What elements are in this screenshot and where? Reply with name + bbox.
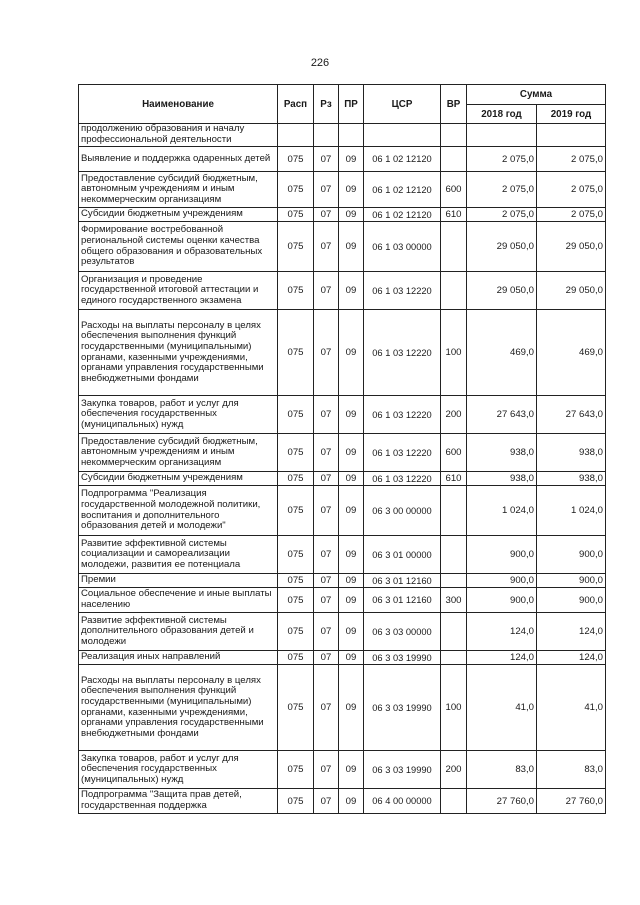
row-rasp: 075 bbox=[278, 222, 314, 272]
row-pr: 09 bbox=[339, 472, 364, 486]
row-name: Закупка товаров, работ и услуг для обеспечения государственных (муниципальных) нужд bbox=[79, 396, 278, 434]
row-rz: 07 bbox=[314, 272, 339, 310]
header-2018: 2018 год bbox=[467, 105, 537, 124]
row-2019 bbox=[537, 124, 606, 147]
row-rasp: 075 bbox=[278, 613, 314, 651]
row-pr: 09 bbox=[339, 208, 364, 222]
row-csr: 06 3 00 00000 bbox=[364, 486, 441, 536]
row-2019: 2 075,0 bbox=[537, 147, 606, 172]
row-pr: 09 bbox=[339, 396, 364, 434]
header-vr: ВР bbox=[441, 85, 467, 124]
row-2018: 2 075,0 bbox=[467, 147, 537, 172]
row-csr: 06 1 02 12120 bbox=[364, 147, 441, 172]
row-name: Закупка товаров, работ и услуг для обеспечения государственных (муниципальных) нужд bbox=[79, 751, 278, 789]
row-rz: 07 bbox=[314, 751, 339, 789]
row-rasp: 075 bbox=[278, 651, 314, 665]
row-csr: 06 1 03 00000 bbox=[364, 222, 441, 272]
row-csr: 06 3 03 19990 bbox=[364, 651, 441, 665]
row-rasp: 075 bbox=[278, 574, 314, 588]
table-row bbox=[79, 665, 606, 751]
row-2018: 29 050,0 bbox=[467, 272, 537, 310]
table-row bbox=[79, 222, 606, 272]
table-row bbox=[79, 613, 606, 651]
row-csr: 06 1 03 12220 bbox=[364, 272, 441, 310]
row-2018: 469,0 bbox=[467, 310, 537, 396]
row-rasp: 075 bbox=[278, 396, 314, 434]
row-2018: 83,0 bbox=[467, 751, 537, 789]
table-row bbox=[79, 434, 606, 472]
row-rz: 07 bbox=[314, 172, 339, 208]
row-rz: 07 bbox=[314, 486, 339, 536]
row-rasp: 075 bbox=[278, 208, 314, 222]
row-2018: 938,0 bbox=[467, 472, 537, 486]
row-2019: 938,0 bbox=[537, 434, 606, 472]
row-name: Подпрограмма "Защита прав детей, государственная поддержка bbox=[79, 789, 278, 814]
row-2019: 900,0 bbox=[537, 536, 606, 574]
row-2018: 124,0 bbox=[467, 651, 537, 665]
row-rz: 07 bbox=[314, 613, 339, 651]
row-pr bbox=[339, 124, 364, 147]
row-csr: 06 1 03 12220 bbox=[364, 434, 441, 472]
row-csr: 06 3 01 12160 bbox=[364, 588, 441, 613]
row-2019: 900,0 bbox=[537, 588, 606, 613]
row-rasp bbox=[278, 124, 314, 147]
row-rasp: 075 bbox=[278, 147, 314, 172]
table-row bbox=[79, 272, 606, 310]
row-csr: 06 3 03 19990 bbox=[364, 751, 441, 789]
row-rz: 07 bbox=[314, 222, 339, 272]
row-rasp: 075 bbox=[278, 486, 314, 536]
row-csr: 06 1 03 12220 bbox=[364, 310, 441, 396]
row-csr: 06 4 00 00000 bbox=[364, 789, 441, 814]
row-name: Социальное обеспечение и иные выплаты населению bbox=[79, 588, 278, 613]
row-rz: 07 bbox=[314, 208, 339, 222]
table-row bbox=[79, 536, 606, 574]
row-2019: 2 075,0 bbox=[537, 172, 606, 208]
row-csr: 06 3 03 00000 bbox=[364, 613, 441, 651]
row-rasp: 075 bbox=[278, 434, 314, 472]
row-2018: 1 024,0 bbox=[467, 486, 537, 536]
row-rz: 07 bbox=[314, 434, 339, 472]
row-vr bbox=[441, 222, 467, 272]
row-rz: 07 bbox=[314, 396, 339, 434]
row-csr: 06 1 02 12120 bbox=[364, 172, 441, 208]
row-2018: 938,0 bbox=[467, 434, 537, 472]
budget-table bbox=[78, 84, 606, 814]
row-2018 bbox=[467, 124, 537, 147]
row-name: Выявление и поддержка одаренных детей bbox=[79, 147, 278, 172]
header-rz: Рз bbox=[314, 85, 339, 124]
row-pr: 09 bbox=[339, 751, 364, 789]
row-vr bbox=[441, 651, 467, 665]
row-pr: 09 bbox=[339, 613, 364, 651]
row-name: Предоставление субсидий бюджетным, автономным учреждениям и иным некоммерческим организациям bbox=[79, 172, 278, 208]
header-csr: ЦСР bbox=[364, 85, 441, 124]
row-pr: 09 bbox=[339, 789, 364, 814]
row-vr bbox=[441, 272, 467, 310]
row-rz: 07 bbox=[314, 588, 339, 613]
row-2018: 2 075,0 bbox=[467, 208, 537, 222]
row-pr: 09 bbox=[339, 588, 364, 613]
row-vr: 200 bbox=[441, 751, 467, 789]
row-name: Премии bbox=[79, 574, 278, 588]
row-2019: 83,0 bbox=[537, 751, 606, 789]
row-rz: 07 bbox=[314, 665, 339, 751]
row-vr bbox=[441, 536, 467, 574]
row-pr: 09 bbox=[339, 574, 364, 588]
table-row bbox=[79, 486, 606, 536]
table-row bbox=[79, 472, 606, 486]
row-csr: 06 3 01 12160 bbox=[364, 574, 441, 588]
row-rz: 07 bbox=[314, 574, 339, 588]
row-name: Реализация иных направлений bbox=[79, 651, 278, 665]
row-rz: 07 bbox=[314, 147, 339, 172]
row-2019: 27 760,0 bbox=[537, 789, 606, 814]
row-pr: 09 bbox=[339, 310, 364, 396]
header-name: Наименование bbox=[79, 85, 278, 124]
row-2019: 29 050,0 bbox=[537, 222, 606, 272]
row-pr: 09 bbox=[339, 272, 364, 310]
row-rasp: 075 bbox=[278, 472, 314, 486]
row-csr: 06 1 03 12220 bbox=[364, 396, 441, 434]
row-name: Расходы на выплаты персоналу в целях обеспечения выполнения функций государственными (муниципальными) органами, казенными учреждениями, органами управления государственными внебюджетными фондами bbox=[79, 665, 278, 751]
row-vr: 200 bbox=[441, 396, 467, 434]
row-vr bbox=[441, 124, 467, 147]
row-vr bbox=[441, 789, 467, 814]
table-row bbox=[79, 396, 606, 434]
page-number: 226 bbox=[310, 57, 330, 69]
row-2018: 27 760,0 bbox=[467, 789, 537, 814]
table-row bbox=[79, 208, 606, 222]
table-row bbox=[79, 172, 606, 208]
row-vr: 300 bbox=[441, 588, 467, 613]
row-2018: 900,0 bbox=[467, 588, 537, 613]
row-csr: 06 3 03 19990 bbox=[364, 665, 441, 751]
row-csr: 06 1 02 12120 bbox=[364, 208, 441, 222]
row-rasp: 075 bbox=[278, 665, 314, 751]
table-row bbox=[79, 651, 606, 665]
table-row bbox=[79, 588, 606, 613]
row-2018: 900,0 bbox=[467, 574, 537, 588]
row-2019: 2 075,0 bbox=[537, 208, 606, 222]
table-row bbox=[79, 751, 606, 789]
row-vr: 100 bbox=[441, 310, 467, 396]
table-row bbox=[79, 310, 606, 396]
row-2019: 27 643,0 bbox=[537, 396, 606, 434]
row-2018: 41,0 bbox=[467, 665, 537, 751]
header-2019: 2019 год bbox=[537, 105, 606, 124]
table-row bbox=[79, 574, 606, 588]
row-rasp: 075 bbox=[278, 272, 314, 310]
row-2019: 29 050,0 bbox=[537, 272, 606, 310]
row-rz: 07 bbox=[314, 651, 339, 665]
row-2018: 2 075,0 bbox=[467, 172, 537, 208]
row-name: Расходы на выплаты персоналу в целях обеспечения выполнения функций государственными (муниципальными) органами, казенными учреждениями, органами управления государственными внебюджетными фондами bbox=[79, 310, 278, 396]
row-vr: 600 bbox=[441, 172, 467, 208]
row-vr bbox=[441, 486, 467, 536]
row-rasp: 075 bbox=[278, 172, 314, 208]
row-2018: 900,0 bbox=[467, 536, 537, 574]
row-rasp: 075 bbox=[278, 751, 314, 789]
row-vr bbox=[441, 147, 467, 172]
row-csr: 06 1 03 12220 bbox=[364, 472, 441, 486]
row-vr bbox=[441, 613, 467, 651]
row-pr: 09 bbox=[339, 434, 364, 472]
row-pr: 09 bbox=[339, 147, 364, 172]
row-pr: 09 bbox=[339, 536, 364, 574]
row-pr: 09 bbox=[339, 222, 364, 272]
row-rasp: 075 bbox=[278, 536, 314, 574]
row-name: Предоставление субсидий бюджетным, автономным учреждениям и иным некоммерческим организациям bbox=[79, 434, 278, 472]
row-rz: 07 bbox=[314, 789, 339, 814]
row-2019: 124,0 bbox=[537, 613, 606, 651]
row-pr: 09 bbox=[339, 651, 364, 665]
row-name: Развитие эффективной системы дополнительного образования детей и молодежи bbox=[79, 613, 278, 651]
row-vr: 610 bbox=[441, 472, 467, 486]
row-rz: 07 bbox=[314, 536, 339, 574]
row-pr: 09 bbox=[339, 486, 364, 536]
table-body bbox=[79, 124, 606, 814]
row-vr: 100 bbox=[441, 665, 467, 751]
row-rz: 07 bbox=[314, 310, 339, 396]
table-row bbox=[79, 124, 606, 147]
row-pr: 09 bbox=[339, 172, 364, 208]
header-rasp: Расп bbox=[278, 85, 314, 124]
row-rasp: 075 bbox=[278, 310, 314, 396]
row-rz: 07 bbox=[314, 472, 339, 486]
row-vr: 600 bbox=[441, 434, 467, 472]
row-2018: 27 643,0 bbox=[467, 396, 537, 434]
row-name: продолжению образования и началу профессиональной деятельности bbox=[79, 124, 278, 147]
row-2019: 900,0 bbox=[537, 574, 606, 588]
row-vr bbox=[441, 574, 467, 588]
row-name: Формирование востребованной региональной системы оценки качества общего образования и образовательных результатов bbox=[79, 222, 278, 272]
row-pr: 09 bbox=[339, 665, 364, 751]
row-2019: 469,0 bbox=[537, 310, 606, 396]
row-2019: 41,0 bbox=[537, 665, 606, 751]
row-name: Организация и проведение государственной итоговой аттестации и единого государственного экзамена bbox=[79, 272, 278, 310]
row-2018: 124,0 bbox=[467, 613, 537, 651]
row-rz bbox=[314, 124, 339, 147]
row-csr: 06 3 01 00000 bbox=[364, 536, 441, 574]
row-rasp: 075 bbox=[278, 588, 314, 613]
header-sum: Сумма bbox=[467, 85, 606, 105]
row-2018: 29 050,0 bbox=[467, 222, 537, 272]
row-2019: 1 024,0 bbox=[537, 486, 606, 536]
row-rasp: 075 bbox=[278, 789, 314, 814]
row-name: Подпрограмма "Реализация государственной молодежной политики, воспитания и дополнительного образования детей и молодежи" bbox=[79, 486, 278, 536]
table-row bbox=[79, 147, 606, 172]
row-name: Развитие эффективной системы социализации и самореализации молодежи, развития ее потенциала bbox=[79, 536, 278, 574]
row-name: Субсидии бюджетным учреждениям bbox=[79, 208, 278, 222]
row-2019: 124,0 bbox=[537, 651, 606, 665]
table-row bbox=[79, 789, 606, 814]
row-2019: 938,0 bbox=[537, 472, 606, 486]
row-name: Субсидии бюджетным учреждениям bbox=[79, 472, 278, 486]
header-pr: ПР bbox=[339, 85, 364, 124]
row-vr: 610 bbox=[441, 208, 467, 222]
row-csr bbox=[364, 124, 441, 147]
